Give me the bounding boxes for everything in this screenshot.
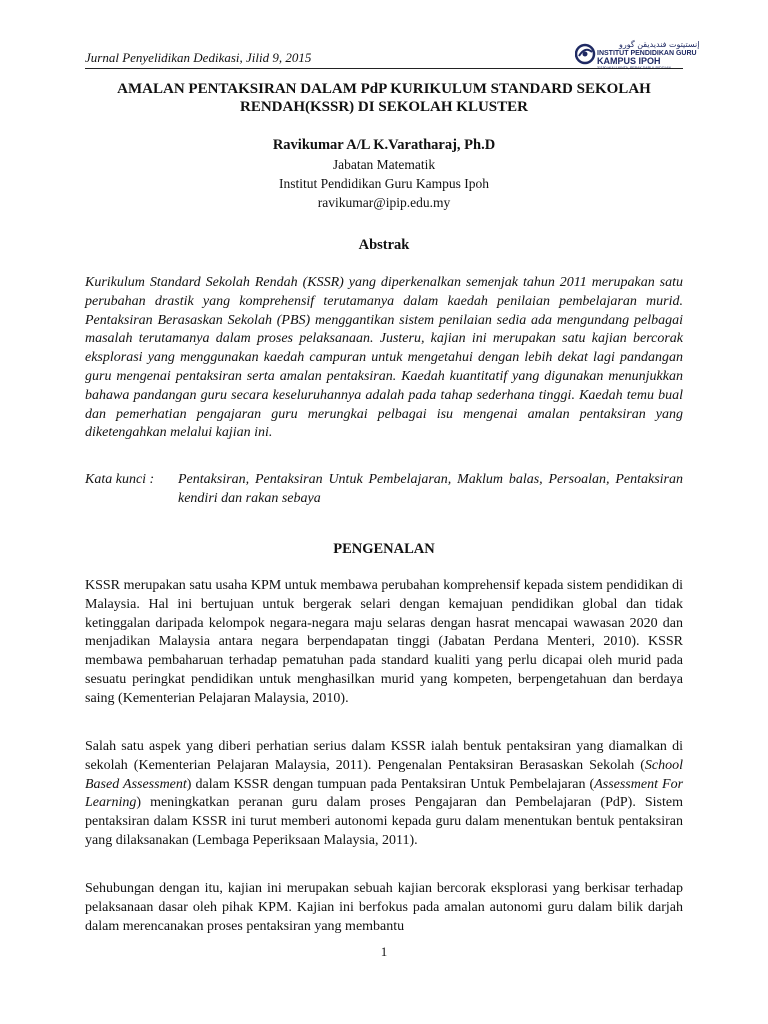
logo-line-2: KAMPUS IPOH (597, 56, 661, 66)
institution-logo (575, 40, 700, 70)
logo-jawi-text: ﺇﻧﺴﺘﻴﺘﻮﺕ ﻓﻨﺪﻳﺪﻳﻘﻦ ﮔﻮرو (619, 40, 700, 49)
page-number: 1 (380, 944, 388, 959)
paragraph-2-part-a: Salah satu aspek yang diberi perhatian serius dalam KSSR ialah bentuk pentaksiran yang diamalkan di sekolah (Kementerian Pelajaran Malaysia, 2011). Pengenalan Pentaksiran Berasaskan Sekolah ( (85, 739, 683, 773)
paragraph-2-part-c: ) dalam KSSR dengan tumpuan pada Pentaksiran Untuk Pembelajaran ( (186, 776, 595, 792)
abstract-text: Kurikulum Standard Sekolah Rendah (KSSR) yang diperkenalkan semenjak tahun 2011 merupakan satu perubahan drastik yang komprehensif terutamanya dalam kaedah penilaian pembelajaran murid. Pentaksiran Berasaskan Sekolah (PBS) menggantikan sistem penilaian sedia ada mengundang pelbagai masalah terutamanya dalam proses pelaksanaan. Justeru, kajian ini merupakan satu kajian bercorak eksplorasi yang menggunakan kaedah campuran untuk mengetahui dengan lebih dekat lagi pandangan guru mengenai pentaksiran serta amalan pentaksiran. Kaedah kuantitatif yang digunakan menunjukkan bahawa pandangan guru secara keseluruhannya adalah pada tahap sederhana tinggi. Kaedah temu bual dan pemerhatian pengajaran guru merungkai pelbagai isu mengenai amalan pentaksiran yang diketengahkan melalui kajian ini. (85, 275, 683, 441)
logo-emblem-icon (575, 40, 597, 68)
author-block (85, 136, 683, 212)
keywords-text: Pentaksiran, Pentaksiran Untuk Pembelajaran, Maklum balas, Persoalan, Pentaksiran kendiri dan rakan sebaya (178, 472, 683, 506)
author-email: ravikumar@ipip.edu.my (317, 195, 451, 210)
paragraph-2-part-e: ) meningkatkan peranan guru dalam proses Pengajaran dan Pembelajaran (PdP). Sistem pentaksiran dalam KSSR ini turut memberi autonomi kepada guru dalam menentukan bentuk pentaksiran yang dilaksanakan (Lembaga Peperiksaan Malaysia, 2011). (85, 795, 683, 848)
abstract-heading: Abstrak (358, 237, 410, 253)
keywords (85, 471, 683, 509)
logo-line-1: INSTITUT PENDIDIKAN GURU (597, 50, 697, 57)
author-institution: Institut Pendidikan Guru Kampus Ipoh (279, 176, 489, 191)
paragraph-2 (85, 738, 683, 851)
keywords-label: Kata kunci : (85, 472, 155, 487)
header-divider (85, 68, 683, 69)
paragraph-2-term-afl: Assessment For Learning (85, 776, 684, 811)
paragraph-2-term-sba: School Based Assessment (85, 757, 683, 792)
section-heading: PENGENALAN (333, 541, 435, 557)
paragraph-1: KSSR merupakan satu usaha KPM untuk membawa perubahan komprehensif kepada sistem pendidikan di Malaysia. Hal ini bertujuan untuk bergerak selari dengan kemajuan pendidikan global dan tidak ketinggalan daripada kelompok negara-negara maju selaras dengan hasrat mencapai wawasan 2020 dan menjadikan Malaysia antara negara berpendapatan tinggi (Jabatan Perdana Menteri, 2010). KSSR membawa pembaharuan terhadap pematuhan pada standard kualiti yang perlu dicapai oleh murid pada sesuatu peringkat pendidikan untuk menghasilkan murid yang kompeten, berpengetahuan dan berdaya saing (Kementerian Pelajaran Malaysia, 2010). (85, 578, 683, 706)
paragraph-3: Sehubungan dengan itu, kajian ini merupakan sebuah kajian bercorak eksplorasi yang berkisar terhadap pelaksanaan dasar oleh pihak KPM. Kajian ini berfokus pada amalan autonomi guru dalam bilik darjah dalam merencanakan proses pentaksiran yang membantu (85, 881, 683, 934)
paper-title: AMALAN PENTAKSIRAN DALAM PdP KURIKULUM STANDARD SEKOLAH RENDAH(KSSR) DI SEKOLAH KLUSTER (117, 81, 651, 115)
journal-citation: Jurnal Penyelidikan Dedikasi, Jilid 9, 2015 (85, 50, 312, 65)
author-name: Ravikumar A/L K.Varatharaj, Ph.D (272, 137, 496, 153)
author-department: Jabatan Matematik (332, 157, 436, 172)
logo-line-3: 31150 HULU KINTA, PERAK DARUL RIDZUAN (597, 66, 672, 70)
